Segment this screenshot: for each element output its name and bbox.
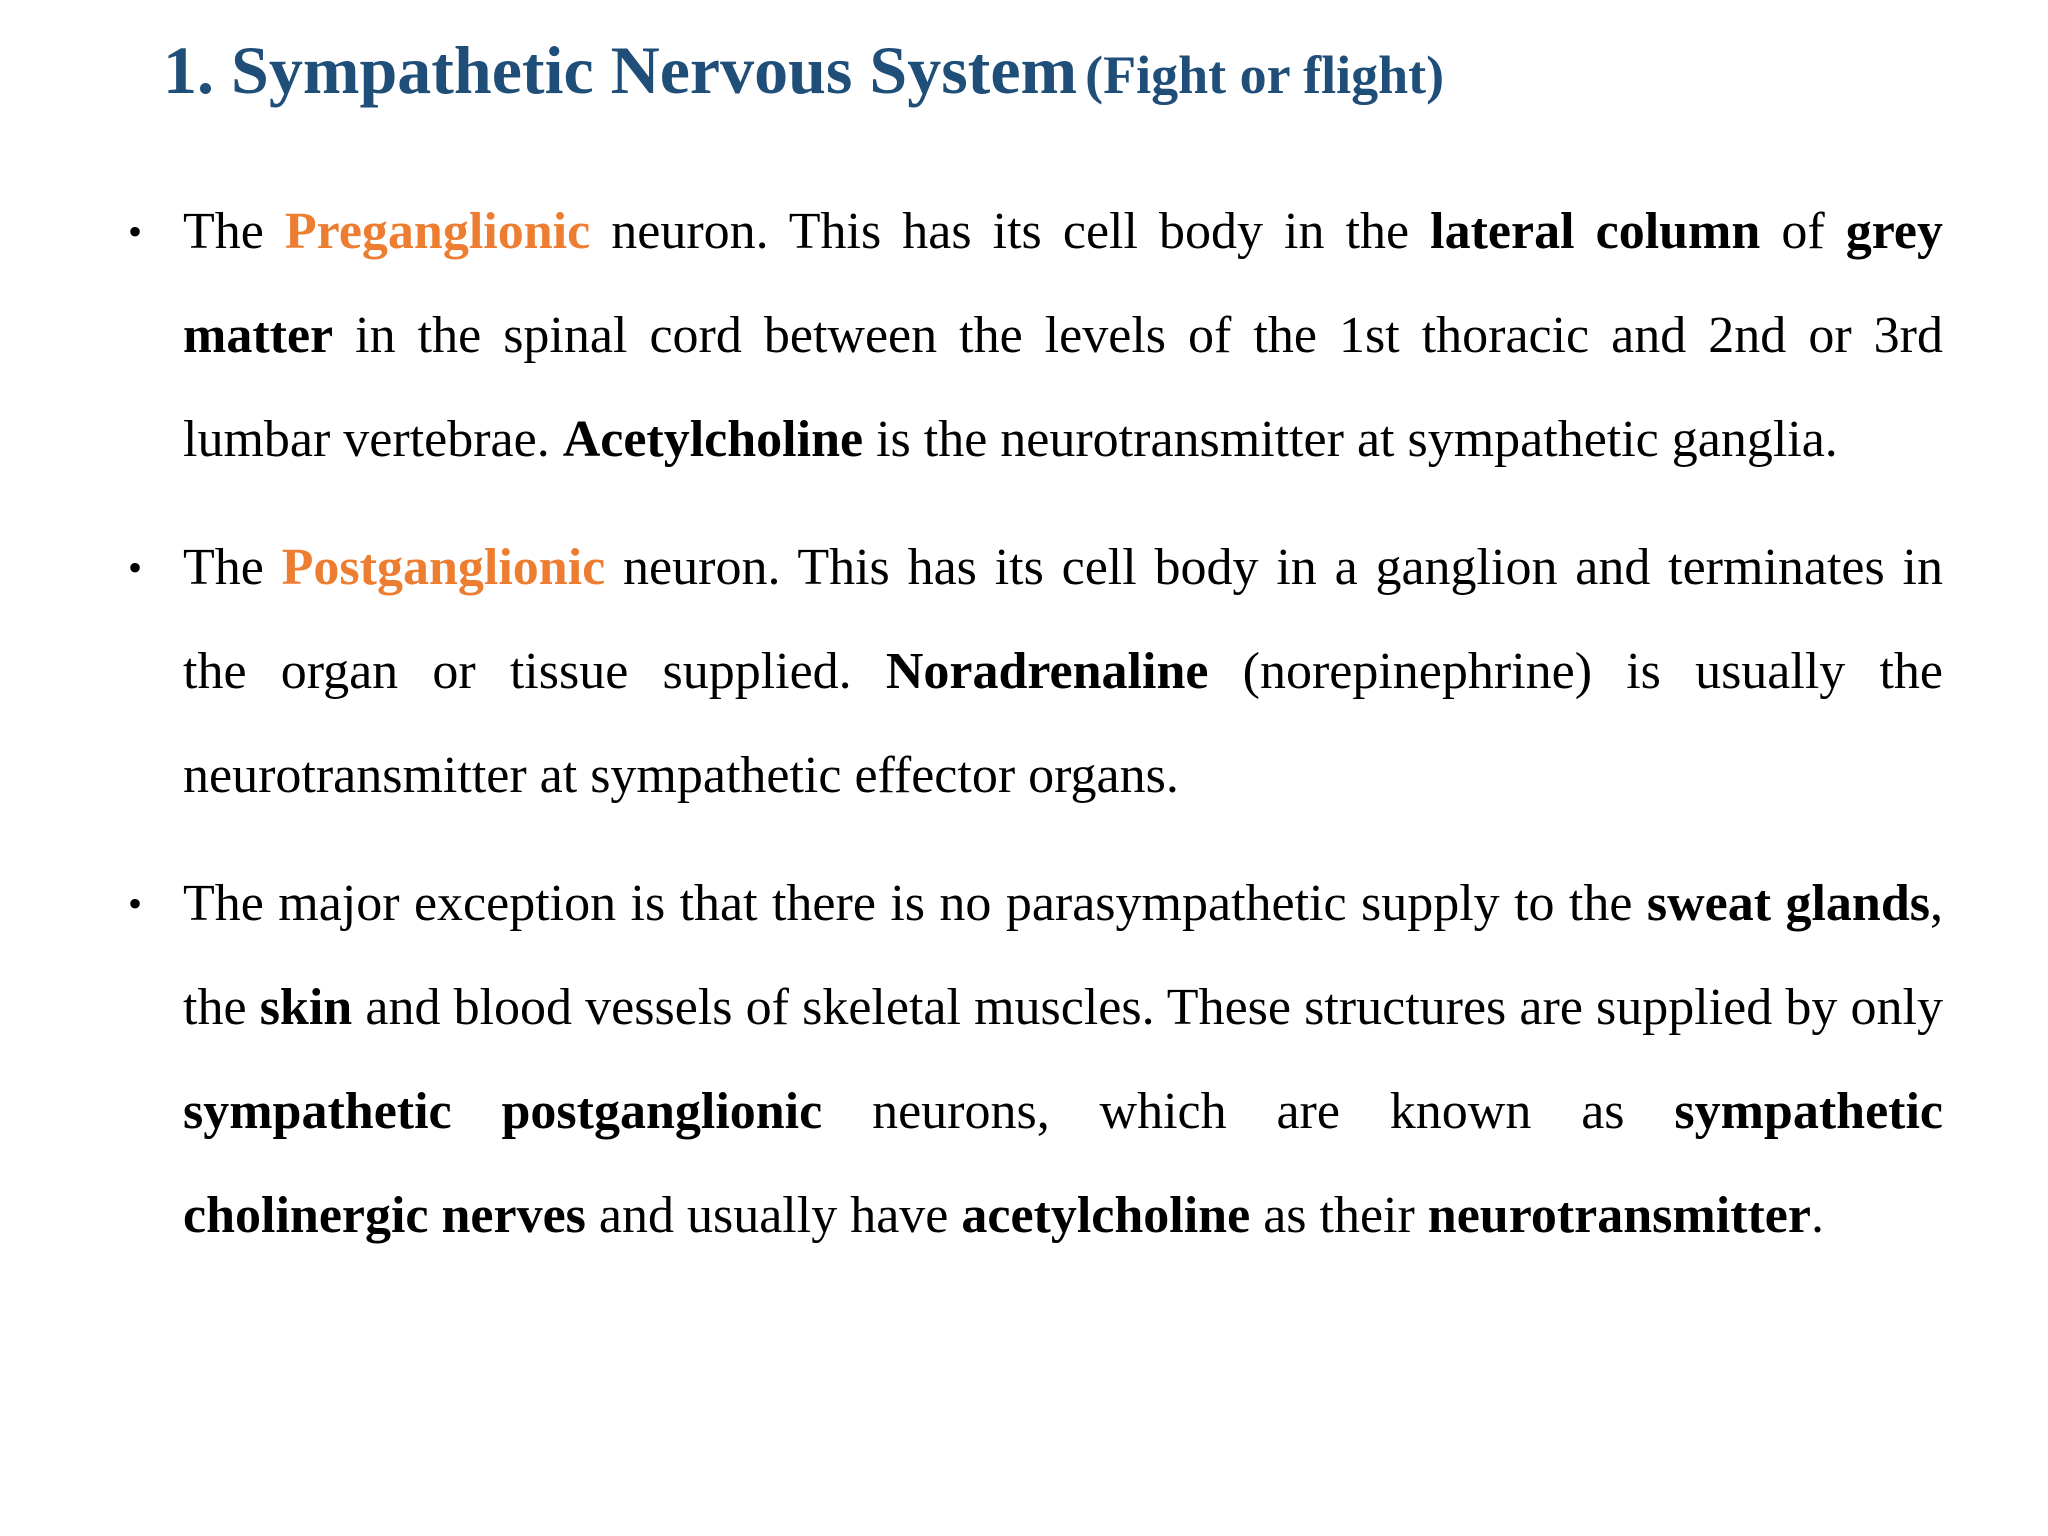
bullet-dot-icon: • bbox=[128, 545, 143, 590]
bullet-1-term-preganglionic: Preganglionic bbox=[284, 203, 591, 260]
bullet-3-seg-6: neurons, which are known as bbox=[822, 1083, 1675, 1140]
bullet-item bbox=[128, 180, 1943, 492]
bullet-3-term-sweat-glands: sweat glands bbox=[1646, 875, 1930, 932]
title-subtitle: (Fight or flight) bbox=[1085, 45, 1445, 105]
bullet-3-seg-0: The major exception is that there is no parasympathetic supply to the bbox=[183, 875, 1647, 932]
bullet-1-seg-8: is the neurotransmitter at sympathetic ganglia. bbox=[863, 411, 1838, 468]
bullet-3-seg-4: and blood vessels of skeletal muscles. These structures are supplied by only bbox=[352, 979, 1943, 1036]
bullet-2-term-noradrenaline: Noradrenaline bbox=[885, 643, 1209, 700]
bullet-3-term-acetylcholine: acetylcholine bbox=[961, 1187, 1251, 1244]
bullet-3-seg-12: . bbox=[1810, 1187, 1824, 1244]
slide-title bbox=[163, 30, 1444, 112]
bullet-1-seg-4: of bbox=[1760, 203, 1846, 260]
bullet-1-seg-0: The bbox=[183, 203, 285, 260]
bullet-item bbox=[128, 852, 1943, 1268]
bullet-item bbox=[128, 516, 1943, 828]
bullet-1-seg-2: neuron. This has its cell body in the bbox=[590, 203, 1431, 260]
bullet-3-term-neurotransmitter: neurotransmitter bbox=[1427, 1187, 1811, 1244]
bullet-list bbox=[128, 180, 1943, 1268]
bullet-3-term-sympathetic-postganglionic: sympathetic postganglionic bbox=[183, 1083, 823, 1140]
bullet-1-seg-6: in the spinal cord between the levels of the 1st thoracic and 2nd or 3rd lumbar vertebrae. bbox=[183, 307, 1943, 468]
bullet-1-term-lateral-column: lateral column bbox=[1430, 203, 1761, 260]
bullet-dot-icon: • bbox=[128, 881, 143, 926]
bullet-3-seg-10: as their bbox=[1250, 1187, 1428, 1244]
title-main: 1. Sympathetic Nervous System bbox=[163, 32, 1078, 108]
bullet-3-seg-8: and usually have bbox=[585, 1187, 962, 1244]
bullet-1-term-grey-matter: grey matter bbox=[183, 203, 1943, 364]
bullet-2-term-postganglionic: Postganglionic bbox=[281, 539, 606, 596]
bullet-2-seg-0: The bbox=[183, 539, 282, 596]
bullet-2-seg-4: (norepinephrine) is usually the neurotransmitter at sympathetic effector organs. bbox=[183, 643, 1943, 804]
bullet-1-term-acetylcholine: Acetylcholine bbox=[562, 411, 864, 468]
bullet-3-term-skin: skin bbox=[259, 979, 353, 1036]
bullet-3-term-sympathetic-cholinergic-nerves: sympathetic cholinergic nerves bbox=[183, 1083, 1943, 1244]
bullet-2-seg-2: neuron. This has its cell body in a ganglion and terminates in the organ or tissue supplied. bbox=[183, 539, 1943, 700]
bullet-dot-icon: • bbox=[128, 209, 143, 254]
bullet-3-seg-2: , the bbox=[183, 875, 1943, 1036]
